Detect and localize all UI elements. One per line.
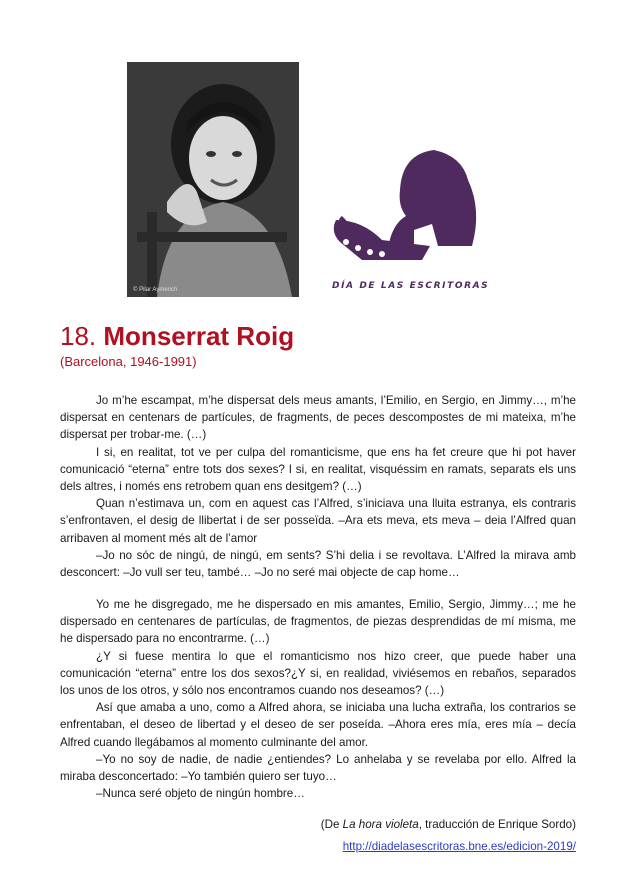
source-credit (321, 818, 576, 831)
spanish-paragraph: ¿Y si fuese mentira lo que el romanticismo nos hizo creer, que puede haber una comunicación “eterna” entre los dos sexos?¿Y si, en realidad, viviésemos en rebaños, separados los unos de los otros, y sólo nos encontramos cuando nos deseamos? (…) (60, 649, 576, 698)
spanish-paragraph: Yo me he disgregado, me he dispersado en mis amantes, Emilio, Sergio, Jimmy…; me he dispersado en centenares de partículas, de fragmentos, de piezas desprendidas de mí misma, me he dispersado para no encontrarme. (…) (60, 598, 576, 646)
entry-number: 18. (60, 321, 97, 351)
catalan-paragraph: –Jo no sóc de ningú, de ningú, em sents? S’hi delia i se revoltava. L’Alfred la mirava amb desconcert: –Jo vull ser teu, també… –Jo no seré mai objecte de cap home… (60, 548, 576, 580)
credit-suffix: , traducción de Enrique Sordo) (418, 818, 576, 831)
spanish-paragraph: –Yo no soy de nadie, de nadie ¿entiendes? Lo anhelaba y se revelaba por ello. Alfred la miraba desconcertado: –Yo también quiero ser tuyo… (60, 752, 576, 784)
catalan-paragraph: Jo m’he escampat, m’he dispersat dels meus amants, l’Emilio, en Sergio, en Jimmy…, m’he dispersat en centenars de partícules, de fragments, de peces descompostes de mi mateixa, m’he dispersat per trobar-me. (…) (60, 394, 576, 442)
spanish-paragraph: –Nunca seré objeto de ningún hombre… (96, 787, 305, 801)
page-title (60, 321, 294, 352)
photo-credit: © Pilar Aymerich (133, 287, 178, 293)
book-title: La hora violeta (342, 818, 419, 831)
author-portrait-illustration (127, 62, 299, 297)
credit-prefix: (De (320, 818, 343, 831)
spanish-paragraph: Así que amaba a uno, como a Alfred ahora, se iniciaba una lucha extraña, los contrarios se enfrentaban, el deseo de libertad y el deseo de ser poseída. –Ahora eres mía, eres mía – decía Alfred cuando llegábamos al momento culminante del amor. (60, 701, 576, 749)
dia-de-las-escritoras-logo (322, 150, 492, 300)
spanish-excerpt (60, 596, 576, 802)
author-photo (127, 62, 299, 297)
logo-text: DÍA DE LAS ESCRITORAS (332, 281, 490, 291)
author-birthplace-dates: (Barcelona, 1946-1991) (60, 354, 197, 369)
catalan-excerpt (60, 392, 576, 581)
catalan-paragraph: Quan n’estimava un, com en aquest cas l’Alfred, s’iniciava una lluita estranya, els contraris s’enfrontaven, el desig de llibertat i de ser posseïda. –Ara ets meva, ets meva – deia l’Alfred quan arribaven al moment més alt de l’amor (60, 497, 576, 545)
author-name: Monserrat Roig (103, 321, 295, 351)
source-link[interactable]: http://diadelasescritoras.bne.es/edicion-2019/ (342, 840, 576, 853)
writer-silhouette-icon (322, 150, 492, 280)
catalan-paragraph: I si, en realitat, tot ve per culpa del romanticisme, que ens ha fet creure que hi pot haver comunicació “eterna” entre tots dos sexes? I si, en realitat, visquéssim en ramats, separats els uns dels altres, i només ens retrobem quan ens desitgem? (…) (60, 445, 576, 494)
